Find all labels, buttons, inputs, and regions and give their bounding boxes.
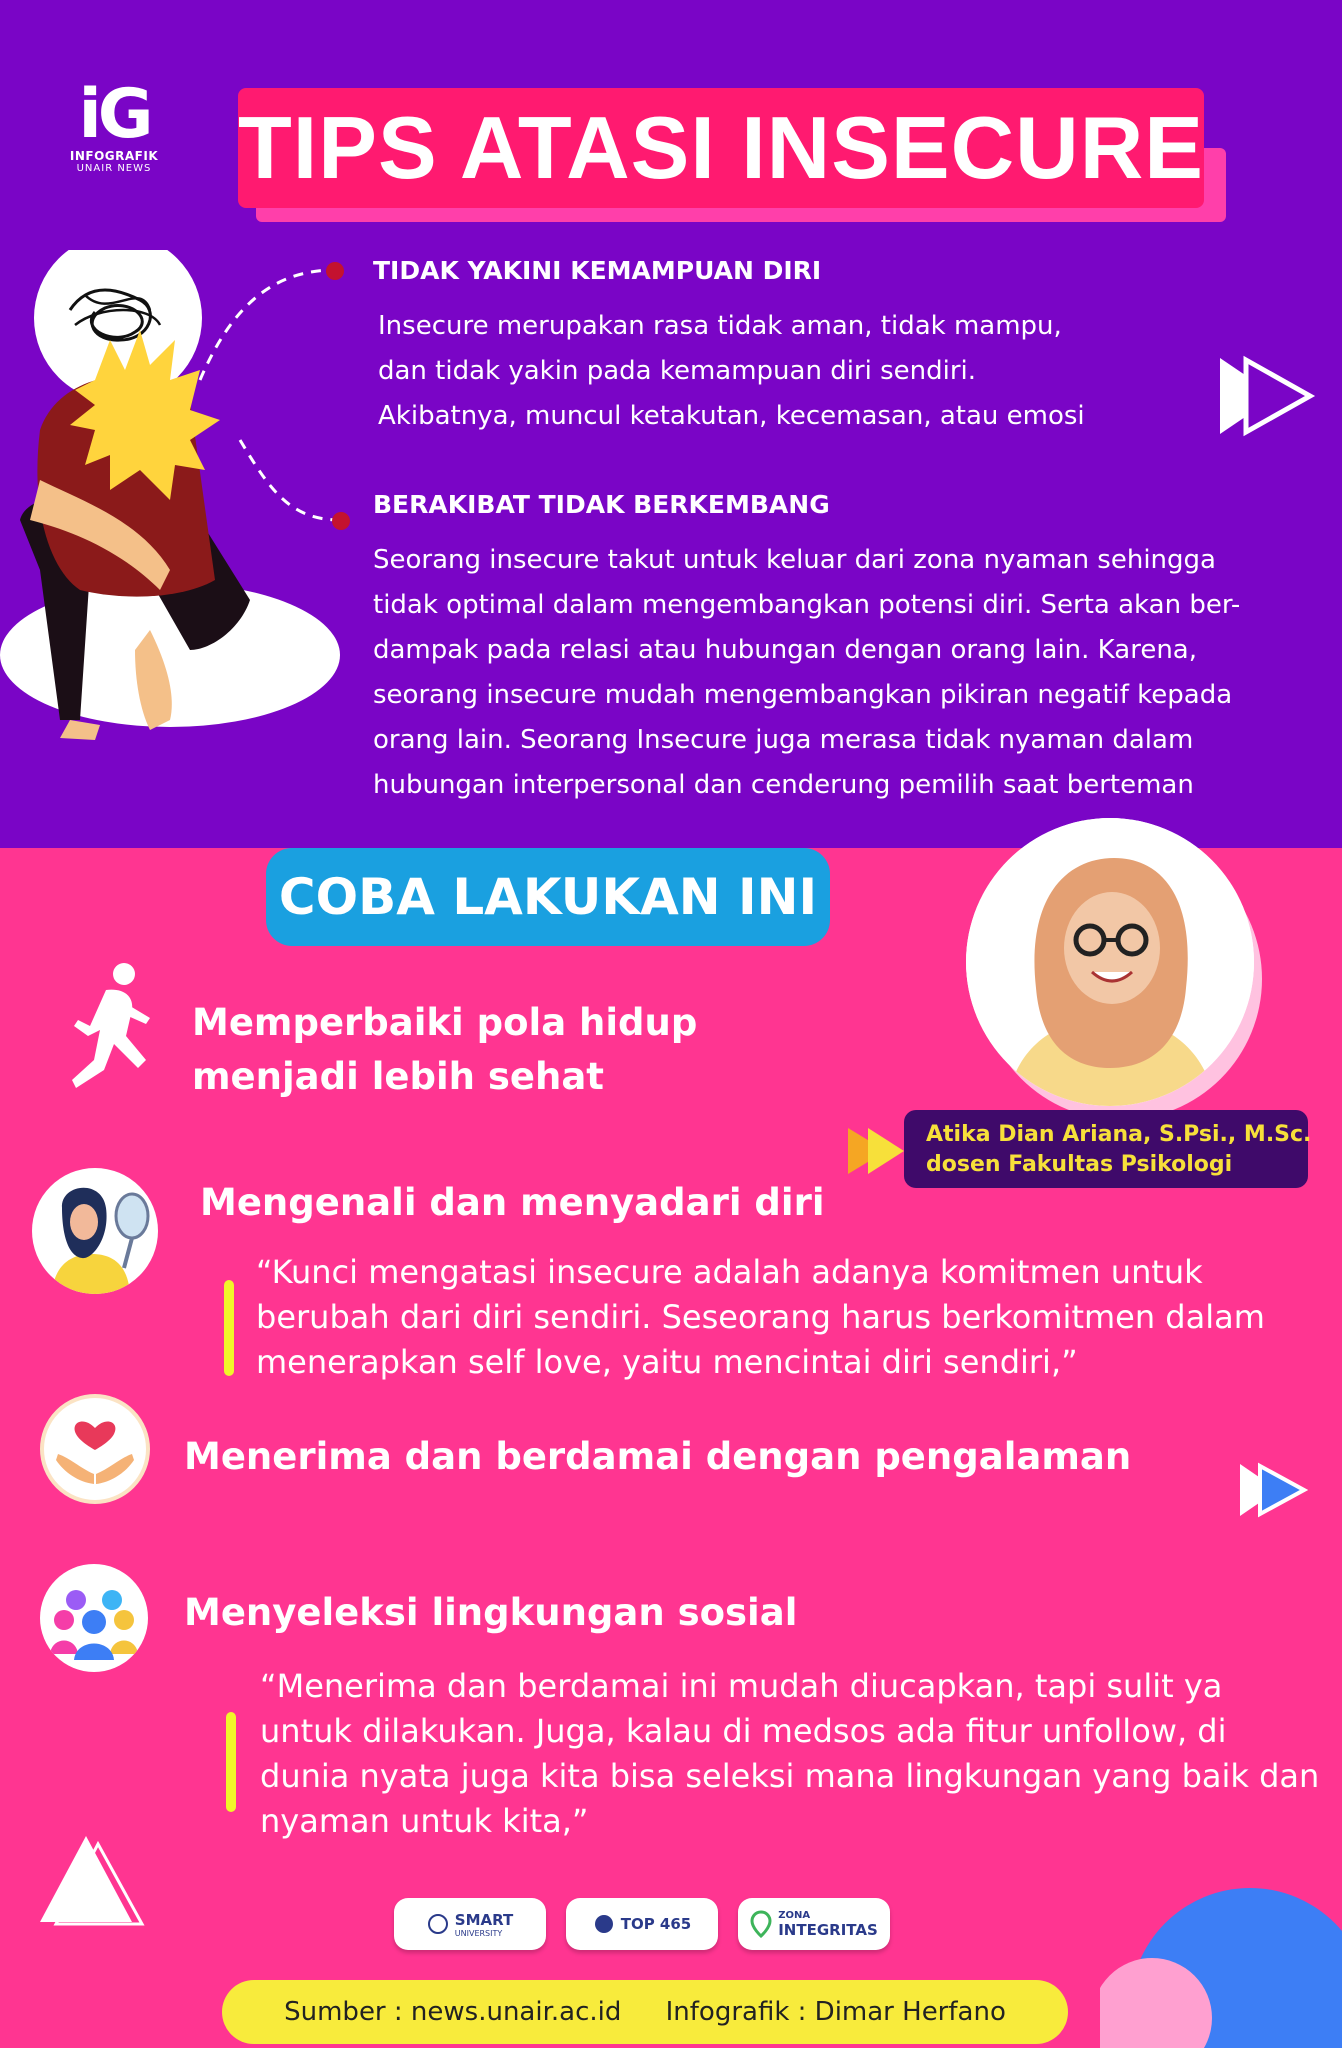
speaker-avatar-icon <box>966 818 1254 1106</box>
seal-icon <box>427 1913 449 1935</box>
quote-1 <box>256 1250 1326 1385</box>
section2-line: tidak optimal dalam mengembangkan potensi diri. Serta akan ber- <box>373 590 1241 620</box>
logo-mark: iG <box>78 75 150 154</box>
tip-1-line1: Memperbaiki pola hidup <box>192 1001 698 1044</box>
logo-line1: INFOGRAFIK <box>69 149 159 163</box>
section1-body <box>378 304 1158 439</box>
section1-line: Akibatnya, muncul ketakutan, kecemasan, atau emosi <box>378 401 1085 431</box>
mirror-icon <box>32 1168 158 1294</box>
quote-2 <box>260 1664 1330 1844</box>
speaker-role: dosen Fakultas Psikologi <box>926 1152 1233 1177</box>
quote-bar-2 <box>226 1712 236 1812</box>
smart-sub-label: UNIVERSITY <box>454 1928 503 1938</box>
quote-2-line: “Menerima dan berdamai ini mudah diucapkan, tapi sulit ya <box>260 1667 1223 1705</box>
seal-icon <box>593 1913 615 1935</box>
link-dot-1 <box>326 262 344 280</box>
coba-lakukan-label <box>266 848 830 946</box>
tip-3: Menerima dan berdamai dengan pengalaman <box>184 1435 1132 1478</box>
pointer-arrows-icon <box>846 1124 906 1178</box>
map-pin-icon <box>750 1910 772 1938</box>
footer-source: Sumber : news.unair.ac.id <box>284 1997 622 2027</box>
quote-1-line: berubah dari diri sendiri. Seseorang harus berkomitmen dalam <box>256 1298 1265 1336</box>
section2-line: orang lain. Seorang Insecure juga merasa tidak nyaman dalam <box>373 725 1194 755</box>
integritas-label: INTEGRITAS <box>778 1920 878 1939</box>
page-title: TIPS ATASI INSECURE <box>238 98 1204 197</box>
play-arrows-icon-2 <box>1238 1460 1308 1520</box>
top-label: TOP 465 <box>620 1915 692 1933</box>
smart-label: SMART <box>454 1910 514 1929</box>
insecure-person-illustration <box>0 250 370 750</box>
footer-bar <box>222 1980 1068 2044</box>
speaker-photo <box>966 818 1254 1106</box>
quote-bar-1 <box>224 1280 234 1376</box>
coba-lakukan-text: COBA LAKUKAN INI <box>278 868 818 926</box>
tip-4: Menyeleksi lingkungan sosial <box>184 1591 798 1634</box>
section2-line: hubungan interpersonal dan cenderung pemilih saat berteman <box>373 770 1194 800</box>
title-box <box>238 88 1204 208</box>
smart-university-badge <box>394 1898 546 1950</box>
footer-credit: Infografik : Dimar Herfano <box>665 1997 1006 2027</box>
top-465-badge <box>566 1898 718 1950</box>
tip-1-line2: menjadi lebih sehat <box>192 1055 604 1098</box>
link-dot-2 <box>332 512 350 530</box>
quote-1-line: “Kunci mengatasi insecure adalah adanya komitmen untuk <box>256 1253 1203 1291</box>
section1-heading: TIDAK YAKINI KEMAMPUAN DIRI <box>373 256 822 285</box>
people-group-icon <box>40 1564 148 1672</box>
heart-hands-icon <box>40 1394 150 1504</box>
quote-1-line: menerapkan self love, yaitu mencintai diri sendiri,” <box>256 1343 1078 1381</box>
section2-line: seorang insecure mudah mengembangkan pikiran negatif kepada <box>373 680 1233 710</box>
section2-body <box>373 538 1313 808</box>
section1-line: dan tidak yakin pada kemampuan diri sendiri. <box>378 356 977 386</box>
zona-integritas-badge <box>738 1898 890 1950</box>
quote-2-line: untuk dilakukan. Juga, kalau di medsos ada fitur unfollow, di <box>260 1712 1227 1750</box>
logo-line2: UNAIR NEWS <box>76 163 152 174</box>
quote-2-line: nyaman untuk kita,” <box>260 1802 589 1840</box>
runner-icon <box>66 960 162 1098</box>
play-arrows-icon <box>1216 354 1316 438</box>
tip-1 <box>192 996 697 1104</box>
decor-triangles <box>36 1834 146 1928</box>
zona-label: ZONA <box>778 1909 811 1921</box>
section2-line: Seorang insecure takut untuk keluar dari zona nyaman sehingga <box>373 545 1216 575</box>
section1-line: Insecure merupakan rasa tidak aman, tidak mampu, <box>378 311 1062 341</box>
quote-2-line: dunia nyata juga kita bisa seleksi mana lingkungan yang baik dan <box>260 1757 1320 1795</box>
infografik-logo <box>64 75 164 174</box>
decor-circles <box>1100 1858 1342 2048</box>
tip-2: Mengenali dan menyadari diri <box>200 1181 825 1224</box>
speaker-name: Atika Dian Ariana, S.Psi., M.Sc. <box>926 1122 1312 1147</box>
section2-heading: BERAKIBAT TIDAK BERKEMBANG <box>373 490 830 519</box>
section2-line: dampak pada relasi atau hubungan dengan orang lain. Karena, <box>373 635 1198 665</box>
speaker-name-box <box>904 1110 1312 1188</box>
